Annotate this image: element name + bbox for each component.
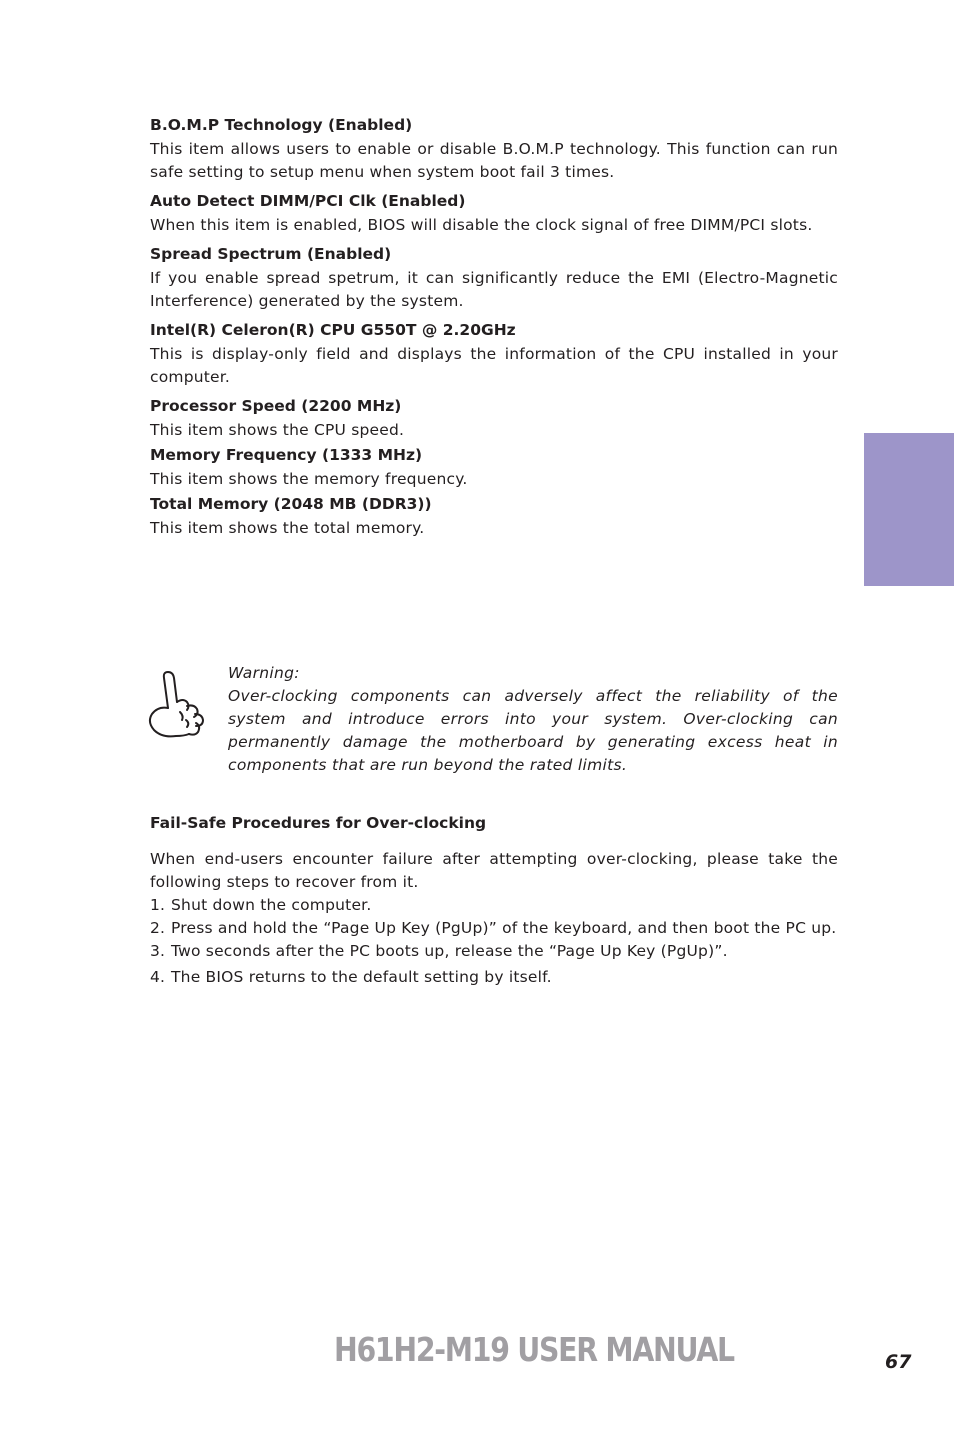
item-desc-processor-speed: This item shows the CPU speed.: [150, 421, 405, 439]
step-number: 4.: [150, 968, 166, 986]
item-desc-memory-frequency: This item shows the memory frequency.: [150, 470, 468, 488]
step-text: The BIOS returns to the default setting by itself.: [171, 968, 552, 986]
item-desc-cpu: This is display-only field and displays the information of the CPU installed in your computer.: [150, 345, 838, 386]
page-number: 67: [885, 1351, 912, 1373]
bios-items-section: [150, 114, 838, 542]
warning-text-block: [228, 662, 838, 777]
step-number: 2.: [150, 919, 166, 937]
manual-footer-title: H61H2-M19 USER MANUAL: [334, 1330, 734, 1369]
item-desc-auto-detect: When this item is enabled, BIOS will disable the clock signal of free DIMM/PCI slots.: [150, 216, 813, 234]
item-desc-total-memory: This item shows the total memory.: [150, 519, 425, 537]
item-desc-spread-spectrum: If you enable spread spetrum, it can significantly reduce the EMI (Electro-Magnetic Interference) generated by the system.: [150, 269, 838, 310]
failsafe-intro: When end-users encounter failure after attempting over-clocking, please take the following steps to recover from it.: [150, 850, 838, 891]
step-number: 1.: [150, 896, 166, 914]
warning-body: Over-clocking components can adversely affect the reliability of the system and introduce errors into your system. Over-clocking can permanently damage the motherboard by generating excess heat in components that are run beyond the rated limits.: [228, 687, 838, 774]
chapter-side-tab: [864, 433, 954, 586]
failsafe-steps-list: [150, 894, 838, 989]
list-item: [150, 966, 838, 989]
step-text: Shut down the computer.: [171, 896, 372, 914]
item-title-bomp: B.O.M.P Technology (Enabled): [150, 116, 413, 134]
list-item: [150, 917, 838, 940]
list-item: [150, 894, 838, 917]
pointing-hand-icon: [146, 668, 208, 742]
warning-label: Warning:: [228, 664, 300, 682]
item-title-spread-spectrum: Spread Spectrum (Enabled): [150, 245, 392, 263]
item-title-auto-detect: Auto Detect DIMM/PCI Clk (Enabled): [150, 192, 466, 210]
step-text: Press and hold the “Page Up Key (PgUp)” of the keyboard, and then boot the PC up.: [171, 919, 837, 937]
failsafe-section: [150, 812, 838, 989]
item-title-total-memory: Total Memory (2048 MB (DDR3)): [150, 495, 432, 513]
step-number: 3.: [150, 942, 166, 960]
item-title-processor-speed: Processor Speed (2200 MHz): [150, 397, 402, 415]
item-title-memory-frequency: Memory Frequency (1333 MHz): [150, 446, 423, 464]
item-desc-bomp: This item allows users to enable or disable B.O.M.P technology. This function can run safe setting to setup menu when system boot fail 3 times.: [150, 140, 838, 181]
list-item: [150, 940, 838, 963]
step-text: Two seconds after the PC boots up, release the “Page Up Key (PgUp)”.: [171, 942, 728, 960]
item-title-cpu: Intel(R) Celeron(R) CPU G550T @ 2.20GHz: [150, 321, 516, 339]
failsafe-title: Fail-Safe Procedures for Over-clocking: [150, 814, 487, 832]
